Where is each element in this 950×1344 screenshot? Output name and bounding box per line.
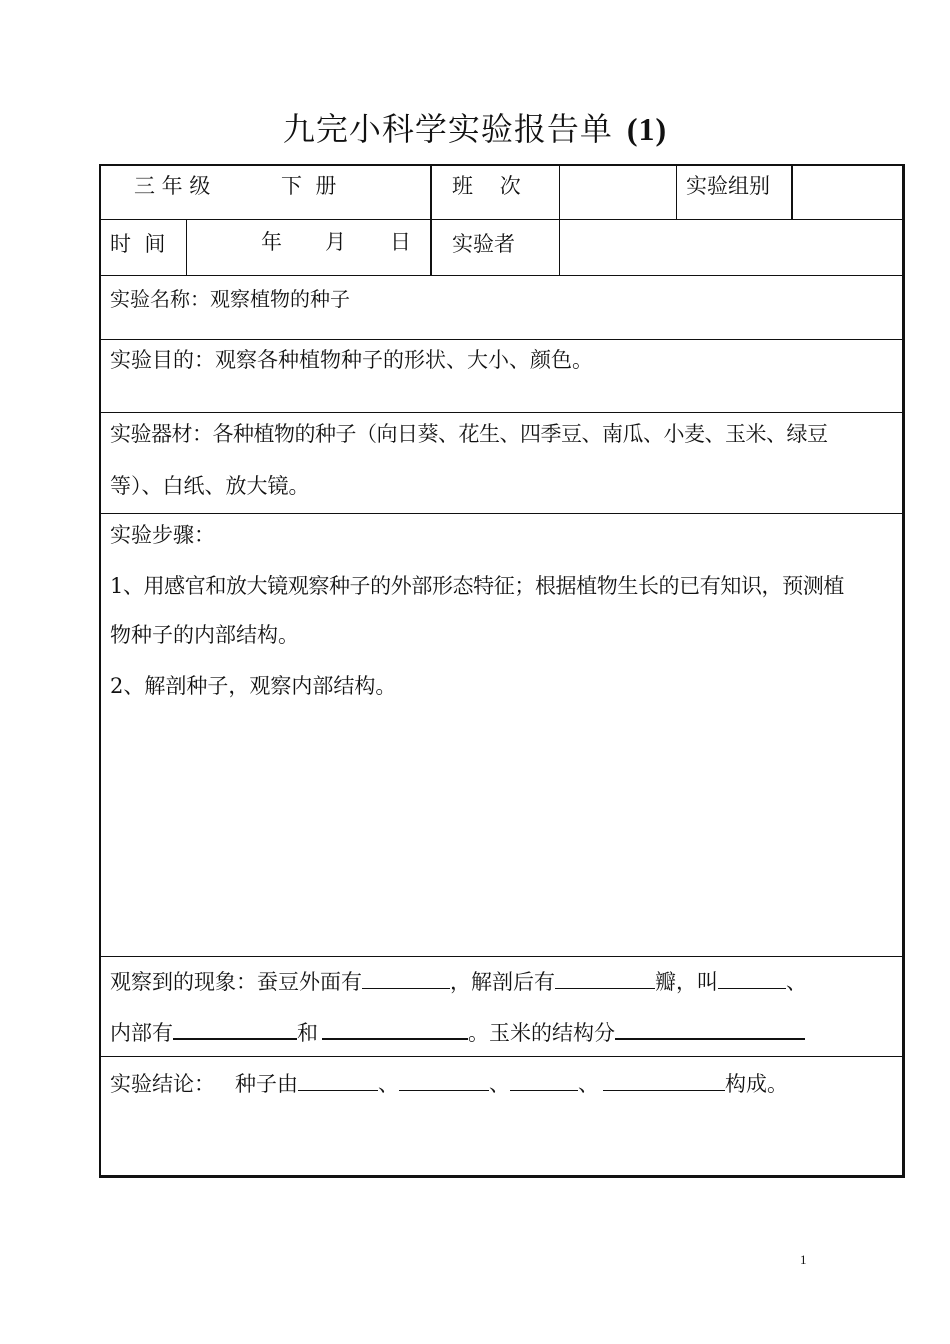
title-text: 九完小科学实验报告单 xyxy=(282,110,613,148)
blank-field[interactable] xyxy=(718,966,786,989)
experimenter-field[interactable] xyxy=(562,222,902,274)
observation-text: ，解剖后有 xyxy=(450,970,555,994)
row-divider xyxy=(99,219,905,220)
blank-field[interactable] xyxy=(362,966,450,989)
col-divider xyxy=(791,164,793,220)
month-label: 月 xyxy=(325,230,346,254)
observation-line-2 xyxy=(110,1016,805,1044)
group-label: 实验组别 xyxy=(686,174,770,198)
conclusion-line xyxy=(110,1068,788,1095)
observation-text: 内部有 xyxy=(110,1021,173,1045)
class-field[interactable] xyxy=(562,167,674,217)
observation-text: 瓣，叫 xyxy=(655,970,718,994)
step-1-line-2: 物种子的内部结构。 xyxy=(110,623,299,647)
steps-label: 实验步骤： xyxy=(110,523,215,547)
step-1-line-1: 1、用感官和放大镜观察种子的外部形态特征；根据植物生长的已有知识，预测植 xyxy=(110,574,844,598)
volume-label: 下 册 xyxy=(281,174,337,198)
grade-label: 三 年 级 xyxy=(134,174,211,198)
page-number: 1 xyxy=(800,1252,807,1267)
separator: 、 xyxy=(378,1072,400,1096)
observation-text: 和 xyxy=(297,1021,318,1045)
blank-field[interactable] xyxy=(173,1016,297,1040)
time-label: 时 间 xyxy=(110,232,166,256)
row-divider xyxy=(99,956,905,957)
experiment-name: 实验名称：观察植物的种子 xyxy=(110,287,350,311)
observation-line-1 xyxy=(110,966,807,993)
blank-field[interactable] xyxy=(298,1068,378,1091)
title-number: (1) xyxy=(626,111,668,147)
materials-line-1: 实验器材：各种植物的种子（向日葵、花生、四季豆、南瓜、小麦、玉米、绿豆 xyxy=(110,422,828,446)
experiment-purpose: 实验目的：观察各种植物种子的形状、大小、颜色。 xyxy=(110,348,593,372)
separator: 、 xyxy=(489,1072,511,1096)
row-divider xyxy=(99,1056,905,1057)
class-label: 班 次 xyxy=(452,174,521,198)
conclusion-text: 构成。 xyxy=(725,1072,789,1096)
observation-text: 。玉米的结构分 xyxy=(468,1021,615,1045)
step-2: 2、解剖种子，观察内部结构。 xyxy=(110,674,397,698)
blank-field[interactable] xyxy=(399,1068,489,1091)
col-divider xyxy=(559,164,560,276)
blank-field[interactable] xyxy=(322,1016,468,1040)
experimenter-label: 实验者 xyxy=(452,232,515,256)
row-divider xyxy=(99,275,905,276)
blank-field[interactable] xyxy=(615,1016,805,1040)
day-label: 日 xyxy=(390,230,411,254)
conclusion-text: 实验结论： 种子由 xyxy=(110,1072,299,1096)
observation-text: 观察到的现象：蚕豆外面有 xyxy=(110,970,362,994)
col-divider xyxy=(676,164,677,220)
year-label: 年 xyxy=(261,230,282,254)
materials-line-2: 等）、白纸、放大镜。 xyxy=(110,474,310,498)
row-divider xyxy=(99,412,905,413)
page-title xyxy=(0,104,950,150)
col-divider xyxy=(430,164,432,276)
blank-field[interactable] xyxy=(510,1068,578,1091)
group-field[interactable] xyxy=(794,167,902,217)
observation-text: 、 xyxy=(786,970,807,994)
separator: 、 xyxy=(578,1072,600,1096)
blank-field[interactable] xyxy=(555,966,655,989)
blank-field[interactable] xyxy=(603,1068,725,1091)
row-divider xyxy=(99,513,905,514)
col-divider xyxy=(186,219,187,276)
row-divider xyxy=(99,339,905,340)
